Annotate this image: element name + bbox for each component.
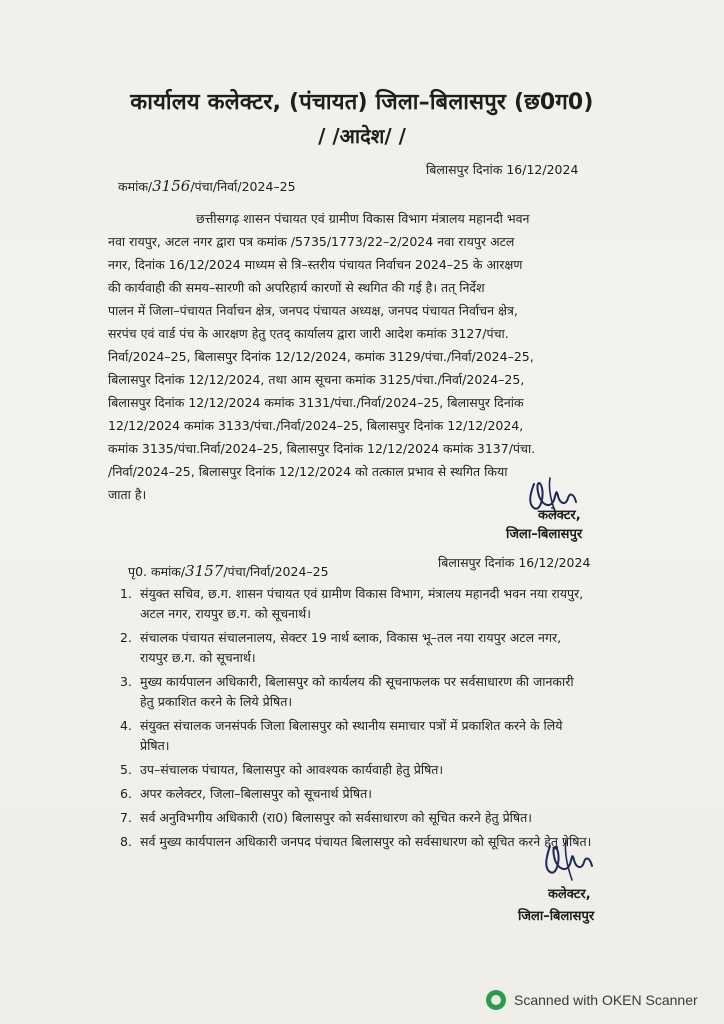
list-item-number: 1. bbox=[120, 586, 132, 601]
copy-to-list bbox=[120, 584, 680, 856]
body-line: छत्तीसगढ़ शासन पंचायत एवं ग्रामीण विकास विभाग मंत्रालय महानदी भवन bbox=[196, 211, 530, 226]
list-item-text: प्रेषित। bbox=[140, 738, 170, 753]
office-title: कार्यालय कलेक्टर, (पंचायत) जिला–बिलासपुर (छ0ग0) bbox=[130, 90, 594, 115]
signature-2-designation: कलेक्टर, bbox=[548, 887, 591, 902]
list-item-text: मुख्य कार्यपालन अधिकारी, बिलासपुर को कार्यलय की सूचनाफलक पर सर्वसाधारण की जानकारी bbox=[140, 674, 574, 689]
scanner-watermark bbox=[486, 988, 698, 1012]
order-date: बिलासपुर दिनांक 16/12/2024 bbox=[426, 162, 579, 177]
body-line: बिलासपुर दिनांक 12/12/2024, तथा आम सूचना कमांक 3125/पंचा./निर्वा/2024–25, bbox=[108, 372, 525, 387]
list-item-text: संचालक पंचायत संचालनालय, सेक्टर 19 नार्थ ब्लाक, विकास भू–तल नया रायपुर अटल नगर, bbox=[140, 630, 562, 645]
body-line: नवा रायपुर, अटल नगर द्वारा पत्र कमांक /5735/1773/22–2/2024 नवा रायपुर अटल bbox=[108, 234, 515, 249]
order-number-handwritten: 3156 bbox=[152, 177, 191, 195]
list-item bbox=[120, 760, 680, 780]
body-line: /निर्वा/2024–25, बिलासपुर दिनांक 12/12/2024 को तत्काल प्रभाव से स्थगित किया bbox=[108, 464, 508, 479]
list-item-text: संयुक्त संचालक जनसंपर्क जिला बिलासपुर को स्थानीय समाचार पत्रों में प्रकाशित करने के लिये bbox=[140, 718, 563, 733]
body-line: जाता है। bbox=[108, 487, 147, 502]
collector-signature-2 bbox=[536, 836, 606, 884]
list-item-number: 2. bbox=[120, 630, 132, 645]
body-line: सरपंच एवं वार्ड पंच के आरक्षण हेतु एतद् कार्यालय द्वारा जारी आदेश कमांक 3127/पंचा. bbox=[108, 326, 509, 341]
list-item-text: उप–संचालक पंचायत, बिलासपुर को आवश्यक कार्यवाही हेतु प्रेषित। bbox=[140, 762, 444, 777]
list-item-text: अटल नगर, रायपुर छ.ग. को सूचनार्थ। bbox=[140, 606, 311, 621]
list-item-text: सर्व अनुविभगीय अधिकारी (रा0) बिलासपुर को सर्वसाधारण को सूचित करने हेतु प्रेषित। bbox=[140, 810, 533, 825]
body-line: नगर, दिनांक 16/12/2024 माध्यम से त्रि–स्तरीय पंचायत निर्वाचन 2024–25 के आरक्षण bbox=[108, 257, 523, 272]
list-item bbox=[120, 808, 680, 828]
signature-1-designation: कलेक्टर, bbox=[538, 508, 581, 523]
list-item bbox=[120, 784, 680, 804]
endorsement-number-handwritten: 3157 bbox=[185, 562, 224, 580]
list-item bbox=[120, 716, 680, 756]
list-item-number: 8. bbox=[120, 834, 132, 849]
order-body bbox=[108, 207, 632, 506]
list-item bbox=[120, 672, 680, 712]
list-item-text: सर्व मुख्य कार्यपालन अधिकारी जनपद पंचायत बिलासपुर को सर्वसाधारण को सूचित करने हेतु प्रेषित। bbox=[140, 834, 592, 849]
body-line: 12/12/2024 कमांक 3133/पंचा./निर्वा/2024–25, बिलासपुर दिनांक 12/12/2024, bbox=[108, 418, 524, 433]
endorsement-number-suffix: /पंचा/निर्वा/2024–25 bbox=[223, 564, 329, 579]
list-item bbox=[120, 628, 680, 668]
body-line: की कार्यवाही की समय–सारणी को अपरिहार्य कारणों से स्थगित की गई है। तत् निर्देश bbox=[108, 280, 485, 295]
oken-scanner-icon bbox=[486, 990, 506, 1010]
list-item-number: 6. bbox=[120, 786, 132, 801]
list-item-text: रायपुर छ.ग. को सूचनार्थ। bbox=[140, 650, 256, 665]
order-number-prefix: कमांक/ bbox=[118, 179, 153, 194]
signature-2-district: जिला–बिलासपुर bbox=[518, 909, 595, 924]
body-line: पालन में जिला–पंचायत निर्वाचन क्षेत्र, जनपद पंचायत अध्यक्ष, जनपद पंचायत निर्वाचन क्षेत्र, bbox=[108, 303, 518, 318]
order-number-suffix: /पंचा/निर्वा/2024–25 bbox=[190, 179, 296, 194]
endorsement-date: बिलासपुर दिनांक 16/12/2024 bbox=[438, 555, 591, 570]
list-item-number: 7. bbox=[120, 810, 132, 825]
endorsement-number bbox=[128, 562, 329, 580]
list-item-text: अपर कलेक्टर, जिला–बिलासपुर को सूचनार्थ प्रेषित। bbox=[140, 786, 372, 801]
order-heading: / /आदेश/ / bbox=[318, 124, 406, 148]
list-item-text: संयुक्त सचिव, छ.ग. शासन पंचायत एवं ग्रामीण विकास विभाग, मंत्रालय महानदी भवन नया रायपुर, bbox=[140, 586, 584, 601]
body-line: कमांक 3135/पंचा.निर्वा/2024–25, बिलासपुर दिनांक 12/12/2024 कमांक 3137/पंचा. bbox=[108, 441, 536, 456]
list-item-number: 4. bbox=[120, 718, 132, 733]
signature-1-district: जिला–बिलासपुर bbox=[506, 527, 583, 542]
body-line: बिलासपुर दिनांक 12/12/2024 कमांक 3131/पंचा./निर्वा/2024–25, बिलासपुर दिनांक bbox=[108, 395, 524, 410]
scanner-watermark-text: Scanned with OKEN Scanner bbox=[514, 992, 698, 1008]
list-item bbox=[120, 584, 680, 624]
list-item-text: हेतु प्रकाशित करने के लिये प्रेषित। bbox=[140, 694, 293, 709]
order-number bbox=[118, 177, 296, 195]
body-line: निर्वा/2024–25, बिलासपुर दिनांक 12/12/2024, कमांक 3129/पंचा./निर्वा/2024–25, bbox=[108, 349, 534, 364]
list-item-number: 3. bbox=[120, 674, 132, 689]
endorsement-number-prefix: पृ0. कमांक/ bbox=[128, 564, 186, 579]
list-item-number: 5. bbox=[120, 762, 132, 777]
